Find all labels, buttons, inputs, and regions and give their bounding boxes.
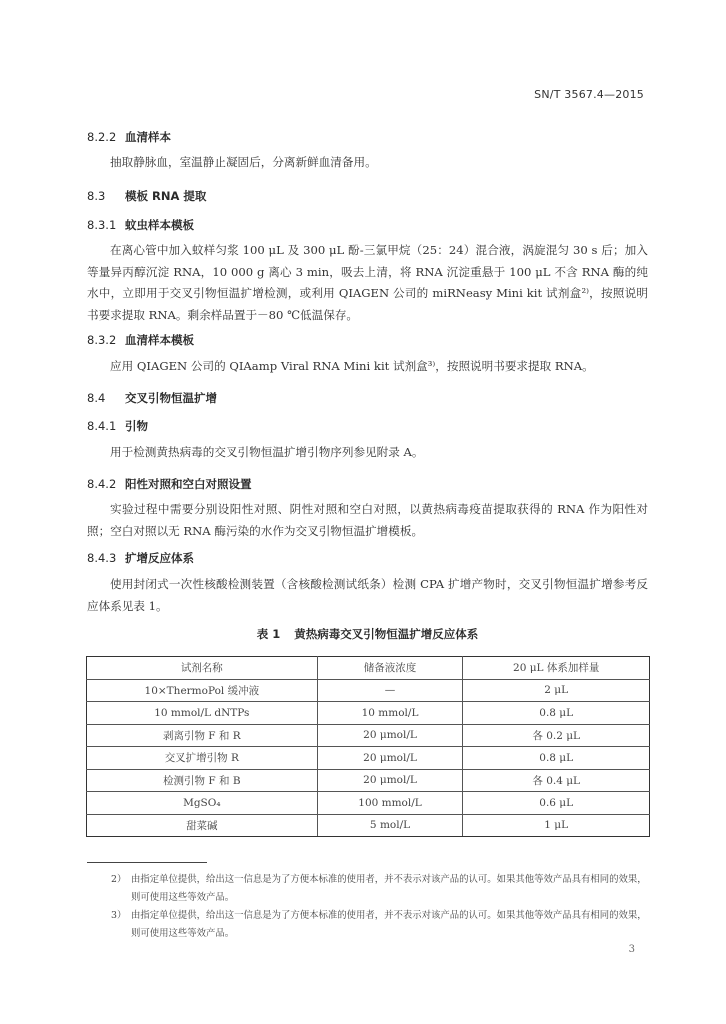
- table-title: 黄热病毒交叉引物恒温扩增反应体系: [294, 627, 479, 641]
- column-header-stock-concentration: 储备液浓度: [317, 657, 463, 680]
- footnote-2: [87, 871, 648, 906]
- section-number: 8.3: [87, 189, 106, 203]
- paragraph-8-4-2: 实验过程中需要分别设阳性对照、阴性对照和空白对照，以黄热病毒疫苗提取获得的 RNA 作为阳性对照；空白对照以无 RNA 酶污染的水作为交叉引物恒温扩增模板。: [87, 502, 648, 538]
- cell-concentration: 20 μmol/L: [317, 724, 463, 747]
- section-title: 阳性对照和空白对照设置: [125, 477, 252, 491]
- column-header-reagent: 试剂名称: [87, 657, 318, 680]
- table-row: [87, 702, 650, 725]
- footnote-text: 由指定单位提供，给出这一信息是为了方便本标准的使用者，并不表示对该产品的认可。如果其他等效产品具有相同的效果，则可使用这些等效产品。: [131, 874, 647, 903]
- cell-reagent: 交叉扩增引物 R: [87, 747, 318, 770]
- footnote-3: [87, 907, 648, 942]
- table-header-row: [87, 657, 650, 680]
- reaction-system-table: [86, 656, 650, 837]
- section-number: 8.4.2: [87, 477, 117, 491]
- paragraph-8-3-2: 应用 QIAGEN 公司的 QIAamp Viral RNA Mini kit 试剂盒³⁾，按照说明书要求提取 RNA。: [110, 359, 594, 373]
- table-number: 表 1: [256, 627, 281, 641]
- table-row: [87, 679, 650, 702]
- table-row: [87, 724, 650, 747]
- section-number: 8.4: [87, 391, 106, 405]
- section-heading-8-4-3: [87, 550, 194, 566]
- footnote-mark: 3）: [111, 910, 127, 921]
- section-heading-8-3-2: [87, 332, 194, 348]
- cell-concentration: 5 mol/L: [317, 814, 463, 837]
- cell-concentration: 100 mmol/L: [317, 792, 463, 815]
- page-number: 3: [628, 944, 635, 955]
- cell-reagent: 剥离引物 F 和 R: [87, 724, 318, 747]
- section-heading-8-4: [87, 390, 217, 406]
- section-heading-8-4-2: [87, 476, 252, 492]
- section-heading-8-4-1: [87, 418, 148, 434]
- column-header-volume: 20 μL 体系加样量: [463, 657, 650, 680]
- table-caption: [87, 626, 648, 642]
- cell-reagent: 10 mmol/L dNTPs: [87, 702, 318, 725]
- section-number: 8.4.3: [87, 551, 117, 565]
- standard-code: SN/T 3567.4—2015: [534, 88, 644, 101]
- table-row: [87, 814, 650, 837]
- cell-volume: 2 μL: [463, 679, 650, 702]
- section-heading-8-3-1: [87, 217, 194, 233]
- table-row: [87, 792, 650, 815]
- footnote-divider: [87, 862, 207, 863]
- cell-volume: 0.6 μL: [463, 792, 650, 815]
- cell-concentration: 20 μmol/L: [317, 769, 463, 792]
- section-title: 蚊虫样本模板: [125, 218, 194, 232]
- cell-volume: 1 μL: [463, 814, 650, 837]
- section-title: 扩增反应体系: [125, 551, 194, 565]
- paragraph-8-4-1: 用于检测黄热病毒的交叉引物恒温扩增引物序列参见附录 A。: [110, 445, 424, 459]
- table-row: [87, 769, 650, 792]
- cell-volume: 各 0.2 μL: [463, 724, 650, 747]
- footnote-text: 由指定单位提供，给出这一信息是为了方便本标准的使用者，并不表示对该产品的认可。如果其他等效产品具有相同的效果，则可使用这些等效产品。: [131, 910, 647, 939]
- cell-concentration: —: [317, 679, 463, 702]
- section-title: 引物: [125, 419, 148, 433]
- cell-concentration: 10 mmol/L: [317, 702, 463, 725]
- section-number: 8.3.2: [87, 333, 117, 347]
- section-title: 模板 RNA 提取: [125, 189, 207, 203]
- section-title: 血清样本模板: [125, 333, 194, 347]
- section-heading-8-2-2: [87, 129, 171, 145]
- cell-volume: 0.8 μL: [463, 747, 650, 770]
- paragraph-8-3-1: 在离心管中加入蚊样匀浆 100 μL 及 300 μL 酚-三氯甲烷（25：24）混合液，涡旋混匀 30 s 后；加入等量异丙醇沉淀 RNA，10 000 g 离心 3 min，吸去上清，将 RNA 沉淀重悬于 100 μL 不含 RNA 酶的纯水中，立即用于交叉引物恒温扩增检测，或利用 QIAGEN 公司的 miRNeasy Mini kit 试剂盒²⁾，按照说明书要求提取 RNA。剩余样品置于－80 ℃低温保存。: [87, 243, 648, 322]
- table-row: [87, 747, 650, 770]
- cell-reagent: MgSO₄: [87, 792, 318, 815]
- footnote-mark: 2）: [111, 874, 127, 885]
- section-title: 血清样本: [125, 130, 171, 144]
- cell-concentration: 20 μmol/L: [317, 747, 463, 770]
- cell-reagent: 甜菜碱: [87, 814, 318, 837]
- paragraph-8-2-2: 抽取静脉血，室温静止凝固后，分离新鲜血清备用。: [110, 155, 377, 169]
- cell-reagent: 检测引物 F 和 B: [87, 769, 318, 792]
- section-title: 交叉引物恒温扩增: [125, 391, 217, 405]
- cell-volume: 0.8 μL: [463, 702, 650, 725]
- section-heading-8-3: [87, 188, 206, 204]
- section-number: 8.2.2: [87, 130, 117, 144]
- section-number: 8.4.1: [87, 419, 117, 433]
- cell-reagent: 10×ThermoPol 缓冲液: [87, 679, 318, 702]
- section-number: 8.3.1: [87, 218, 117, 232]
- cell-volume: 各 0.4 μL: [463, 769, 650, 792]
- paragraph-8-4-3: 使用封闭式一次性核酸检测装置（含核酸检测试纸条）检测 CPA 扩增产物时，交叉引物恒温扩增参考反应体系见表 1。: [87, 577, 648, 613]
